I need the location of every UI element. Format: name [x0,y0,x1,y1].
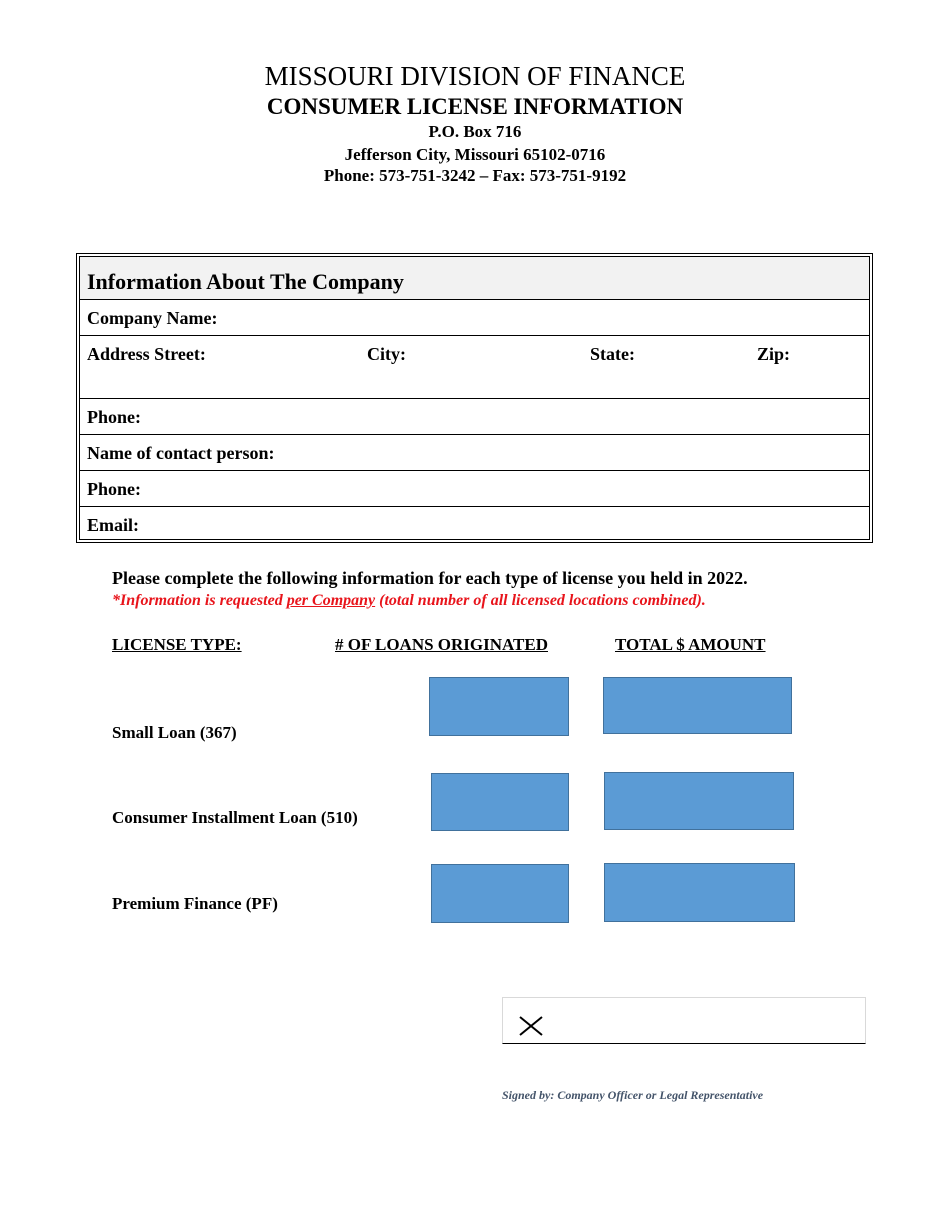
zip-label: Zip: [757,344,791,364]
email-label: Email: [87,515,139,535]
state-label: State: [590,344,635,364]
address-row[interactable] [80,336,869,399]
license-label-premium-finance: Premium Finance (PF) [112,894,278,913]
po-box: P.O. Box 716 [428,122,522,141]
total-amount-header: TOTAL $ AMOUNT [615,635,766,654]
instructions-text: Please complete the following information for each type of license you held in 2022. [112,568,748,588]
premium-finance-count-field[interactable] [431,864,569,923]
license-label-consumer-installment: Consumer Installment Loan (510) [112,808,358,827]
company-name-label: Company Name: [87,308,218,328]
city-line: Jefferson City, Missouri 65102-0716 [344,145,606,164]
city-label: City: [367,344,406,364]
loans-originated-header: # OF LOANS ORIGINATED [335,635,548,654]
company-name-row[interactable] [80,300,869,336]
signature-x-icon [519,1016,543,1036]
company-phone-label: Phone: [87,407,141,427]
consumer-installment-amount-field[interactable] [604,772,794,830]
license-type-header: LICENSE TYPE: [112,635,242,654]
contact-person-row[interactable] [80,435,869,471]
note-emphasis: per Company [286,592,376,609]
signature-field[interactable] [502,997,866,1044]
small-loan-count-field[interactable] [429,677,569,736]
note-suffix: (total number of all licensed locations combined). [375,592,706,609]
company-info-table [76,253,873,543]
contact-phone-label: Phone: [87,479,141,499]
email-row[interactable] [80,507,869,541]
note-prefix: *Information is requested [112,592,287,609]
company-phone-row[interactable] [80,399,869,435]
small-loan-amount-field[interactable] [603,677,792,734]
contact-phone-row[interactable] [80,471,869,507]
company-section-title: Information About The Company [87,269,404,294]
form-title: CONSUMER LICENSE INFORMATION [266,94,684,119]
consumer-installment-count-field[interactable] [431,773,569,831]
instructions-note [112,592,706,610]
company-section-header [80,257,869,300]
contact-person-label: Name of contact person: [87,443,275,463]
address-street-label: Address Street: [87,344,206,364]
premium-finance-amount-field[interactable] [604,863,795,922]
agency-name: MISSOURI DIVISION OF FINANCE [264,61,686,91]
signature-caption: Signed by: Company Officer or Legal Representative [502,1088,764,1102]
phone-fax: Phone: 573-751-3242 – Fax: 573-751-9192 [323,166,627,185]
license-label-small-loan: Small Loan (367) [112,723,237,742]
